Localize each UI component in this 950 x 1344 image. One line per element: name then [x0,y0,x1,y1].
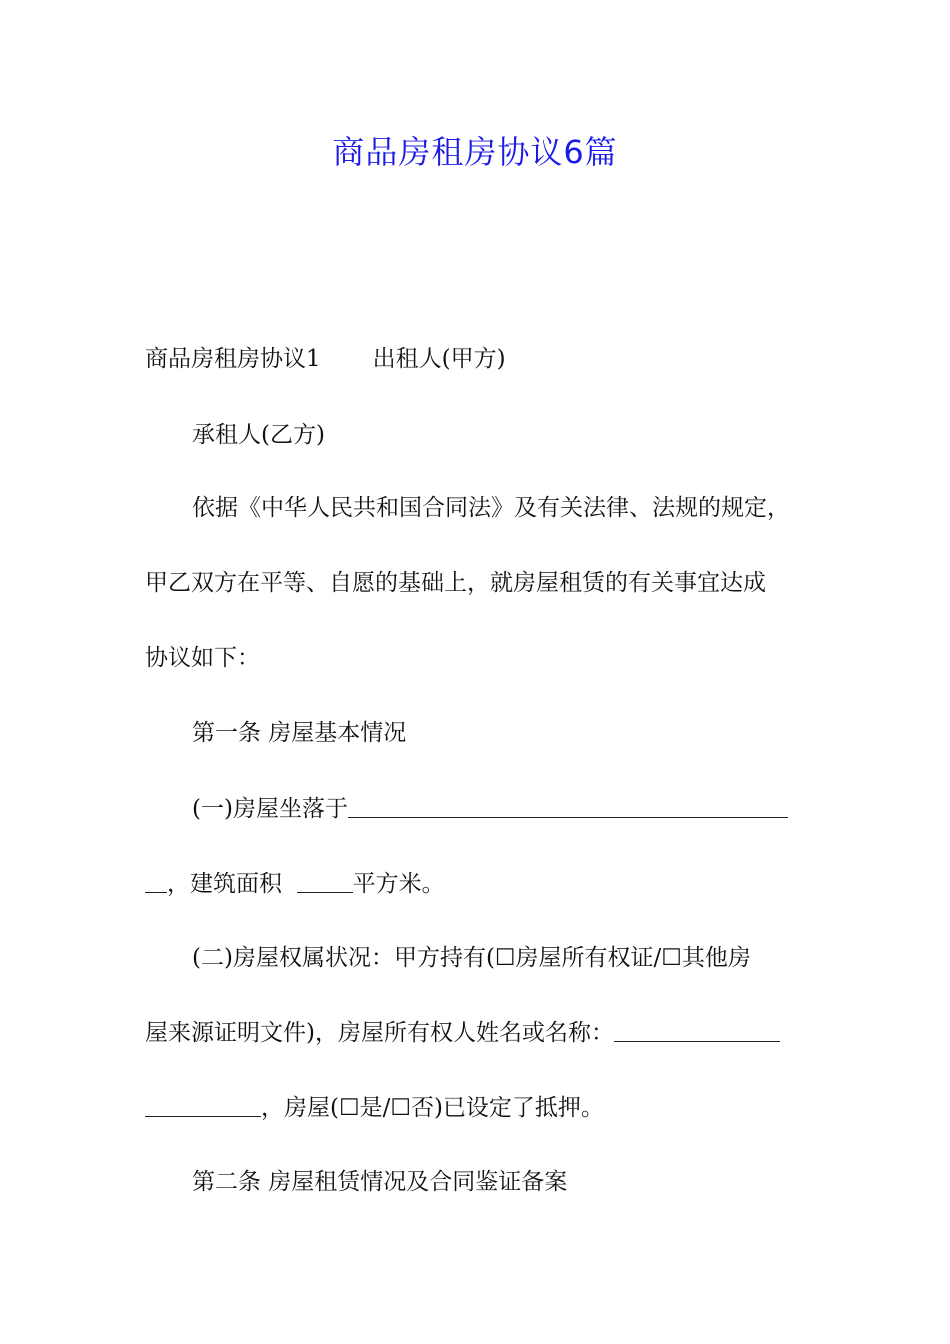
document-title: 商品房租房协议6篇 [332,133,618,171]
area-blank [297,866,353,893]
location-blank [348,791,788,818]
lessor-label: 出租人(甲方) [372,346,506,372]
owner-label: 屋来源证明文件)，房屋所有权人姓名或名称： [145,1020,614,1046]
paragraph-line: 协议如下： [145,645,260,671]
paragraph-line [192,791,862,826]
location-label: (一)房屋坐落于 [192,796,348,822]
area-label: ，建筑面积 [167,871,282,897]
paragraph-line [145,866,815,901]
paragraph-line [145,1090,815,1125]
lessee-label: 承租人(乙方) [192,422,325,448]
paragraph-line: 依据《中华人民共和国合同法》及有关法律、法规的规定， [192,495,790,521]
paragraph-line: 甲乙双方在平等、自愿的基础上，就房屋租赁的有关事宜达成 [145,570,766,596]
paragraph-line [145,342,815,376]
article-heading: 第一条 房屋基本情况 [192,720,407,746]
area-unit: 平方米。 [352,871,445,897]
owner-blank [614,1015,780,1042]
article-heading: 第二条 房屋租赁情况及合同鉴证备案 [192,1169,568,1195]
paragraph-line: (二)房屋权属状况：甲方持有(☐房屋所有权证/☐其他房 [192,945,751,971]
location-blank-continued [145,866,167,893]
paragraph-line [145,1015,815,1050]
owner-blank-continued [145,1090,261,1117]
mortgage-text: ，房屋(☐是/☐否)已设定了抵押。 [261,1095,604,1121]
agreement-heading: 商品房租房协议1 [145,346,321,372]
